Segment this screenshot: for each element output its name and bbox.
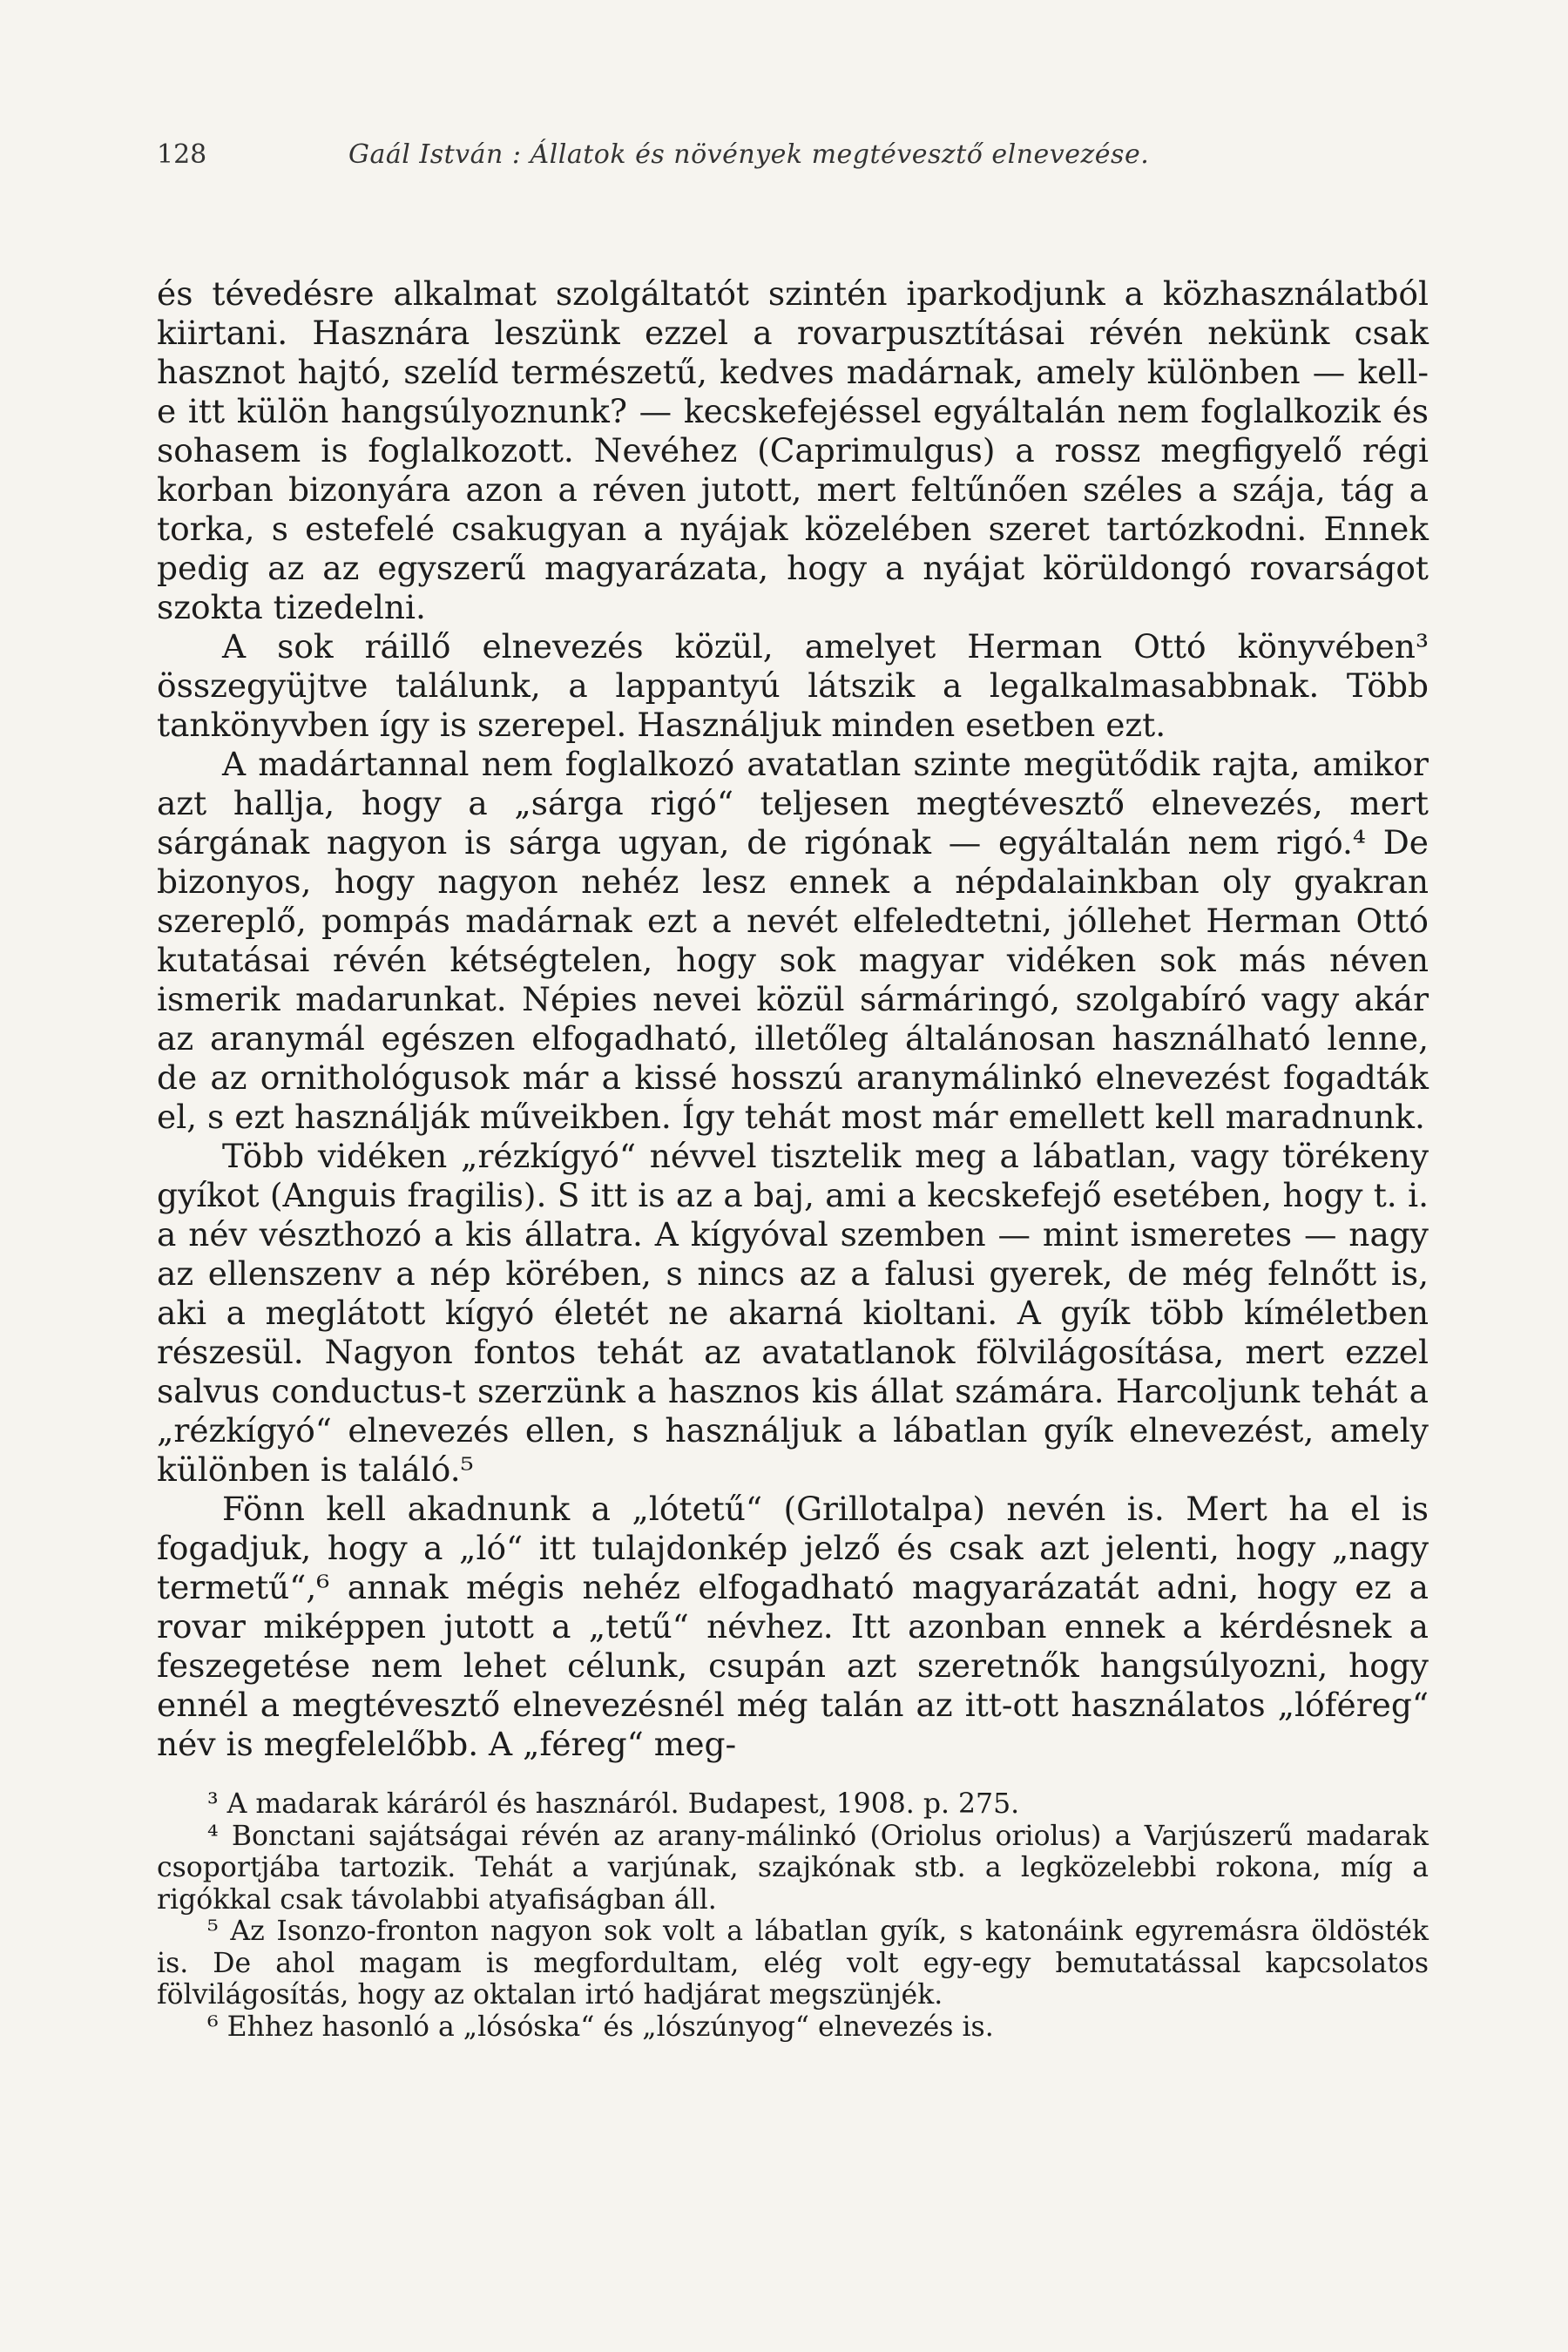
- paragraph: Fönn kell akadnunk a „lótetű“ (Grillotalpa) nevén is. Mert ha el is fogadjuk, hogy a „ló“ itt tulajdonkép jelző és csak azt jelenti, hogy „nagy termetű“,⁶ annak mégis nehéz elfogadható magyarázatát adni, hogy ez a rovar miképpen jutott a „tetű“ névhez. Itt azonban ennek a kérdésnek a feszegetése nem lehet célunk, csupán azt szeretnők hangsúlyozni, hogy ennél a megtévesztő elnevezésnél még talán az itt-ott használatos „lóféreg“ név is megfelelőbb. A „féreg“ meg-: [157, 1490, 1429, 1763]
- page-number: 128: [157, 139, 207, 170]
- paragraph: Több vidéken „rézkígyó“ névvel tisztelik meg a lábatlan, vagy törékeny gyíkot (Anguis fragilis). S itt is az a baj, ami a kecskefejő esetében, hogy t. i. a név vészthozó a kis állatra. A kígyóval szemben — mint ismeretes — nagy az ellenszenv a nép körében, s nincs az a falusi gyerek, de még felnőtt is, aki a meglátott kígyó életét ne akarná kioltani. A gyík több kíméletben részesül. Nagyon fontos tehát az avatatlanok fölvilágosítása, mert ezzel salvus conductus-t szerzünk a hasznos kis állat számára. Harcoljunk tehát a „rézkígyó“ elnevezés ellen, s használjuk a lábatlan gyík elnevezést, amely különben is találó.⁵: [157, 1137, 1429, 1489]
- footnotes: [157, 1788, 1429, 2043]
- paragraph: A madártannal nem foglalkozó avatatlan szinte megütődik rajta, amikor azt hallja, hogy a „sárga rigó“ teljesen megtévesztő elnevezés, mert sárgának nagyon is sárga ugyan, de rigónak — egyáltalán nem rigó.⁴ De bizonyos, hogy nagyon nehéz lesz ennek a népdalainkban oly gyakran szereplő, pompás madárnak ezt a nevét elfeledtetni, jóllehet Herman Ottó kutatásai révén kétségtelen, hogy sok magyar vidéken sok más néven ismerik madarunkat. Népies nevei közül sármáringó, szolgabíró vagy akár az aranymál egészen elfogadható, illetőleg általánosan használható lenne, de az ornithológusok már a kissé hosszú aranymálinkó elnevezést fogadták el, s ezt használják műveikben. Így tehát most már emellett kell maradnunk.: [157, 745, 1429, 1136]
- paragraph: és tévedésre alkalmat szolgáltatót szintén iparkodjunk a közhasználatból kiirtani. Hasznára leszünk ezzel a rovarpusztításai révén nekünk csak hasznot hajtó, szelíd természetű, kedves madárnak, amely különben — kell-e itt külön hangsúlyoznunk? — kecskefejéssel egyáltalán nem foglalkozik és sohasem is foglalkozott. Nevéhez (Caprimulgus) a rossz megfigyelő régi korban bizonyára azon a réven jutott, mert feltűnően széles a szája, tág a torka, s estefelé csakugyan a nyájak közelében szeret tartózkodni. Ennek pedig az az egyszerű magyarázata, hogy a nyájat körüldongó rovarságot szokta tizedelni.: [157, 274, 1429, 626]
- page-header: [157, 139, 1429, 192]
- book-page: [157, 139, 1429, 2043]
- paragraph: A sok ráillő elnevezés közül, amelyet Herman Ottó könyvében³ összegyüjtve találunk, a lappantyú látszik a legalkalmasabbnak. Több tankönyvben így is szerepel. Használjuk minden esetben ezt.: [157, 627, 1429, 744]
- footnote: ⁵ Az Isonzo-fronton nagyon sok volt a lábatlan gyík, s katonáink egyremásra öldösték is. De ahol magam is megfordultam, elég volt egy-egy bemutatással kapcsolatos fölvilágosítás, hogy az oktalan irtó hadjárat megszünjék.: [157, 1916, 1429, 2011]
- footnote: ³ A madarak káráról és hasznáról. Budapest, 1908. p. 275.: [207, 1788, 1020, 1820]
- main-text: [157, 274, 1429, 1764]
- running-title: Gaál István : Állatok és növények megtévesztő elnevezése.: [348, 139, 1150, 170]
- footnote: ⁶ Ehhez hasonló a „lósóska“ és „lószúnyog“ elnevezés is.: [207, 2011, 994, 2043]
- footnote: ⁴ Bonctani sajátságai révén az arany-málinkó (Oriolus oriolus) a Varjúszerű madarak csoportjába tartozik. Tehát a varjúnak, szajkónak stb. a legközelebbi rokona, míg a rigókkal csak távolabbi atyafiságban áll.: [157, 1820, 1429, 1916]
